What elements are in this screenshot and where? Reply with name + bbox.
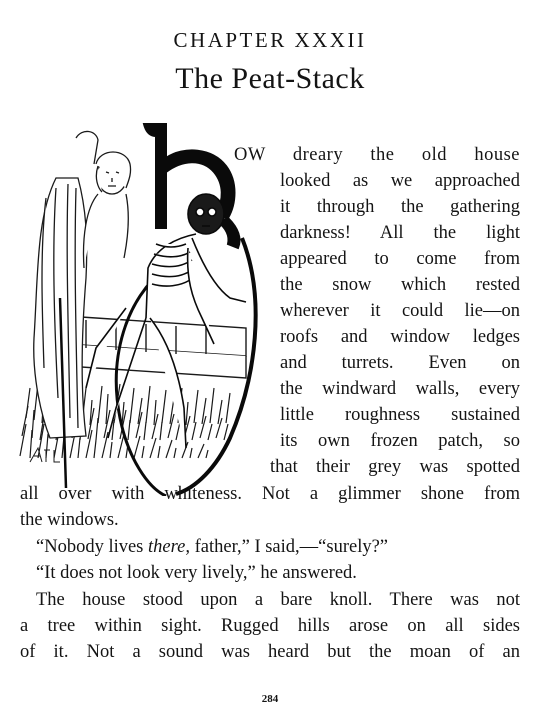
wrapped-line-12: its own frozen patch, so xyxy=(280,431,520,451)
body-line-2: the windows. xyxy=(20,510,119,530)
paragraph-line-3: of it. Not a sound was heard but the moan of an xyxy=(20,642,520,662)
wrapped-line-3: it through the gathering xyxy=(280,197,520,217)
wrapped-line-6: the snow which rested xyxy=(280,275,520,295)
wrapped-line-5: appeared to come from xyxy=(280,249,520,269)
skeleton-dropcap-h-illustration-icon xyxy=(16,118,262,496)
wrapped-line-2: looked as we approached xyxy=(280,171,520,191)
wrapped-line-9: and turrets. Even on xyxy=(280,353,520,373)
wrapped-line-10: the windward walls, every xyxy=(280,379,520,399)
body-line-1: all over with whiteness. Not a glimmer shone from xyxy=(20,484,520,504)
wrapped-line-13: that their grey was spotted xyxy=(270,457,520,477)
paragraph-line-2: a tree within sight. Rugged hills arose on all sides xyxy=(20,616,520,636)
wrapped-line-11: little roughness sustained xyxy=(280,405,520,425)
dialogue-line-2: “It does not look very lively,” he answered. xyxy=(36,563,357,583)
dropcap-illustration xyxy=(16,118,262,496)
chapter-title: The Peat-Stack xyxy=(175,62,365,95)
page-number: 284 xyxy=(261,693,279,705)
wrapped-line-1: OW dreary the old house xyxy=(234,145,520,165)
wrapped-line-7: wherever it could lie—on xyxy=(280,301,520,321)
dialogue-line-1: “Nobody lives there, father,” I said,—“surely?” xyxy=(36,537,389,557)
wrapped-line-8: roofs and window ledges xyxy=(280,327,520,347)
chapter-number: CHAPTER XXXII xyxy=(173,28,367,52)
paragraph-line-1: The house stood upon a bare knoll. There was not xyxy=(36,590,520,610)
wrapped-line-4: darkness! All the light xyxy=(280,223,520,243)
